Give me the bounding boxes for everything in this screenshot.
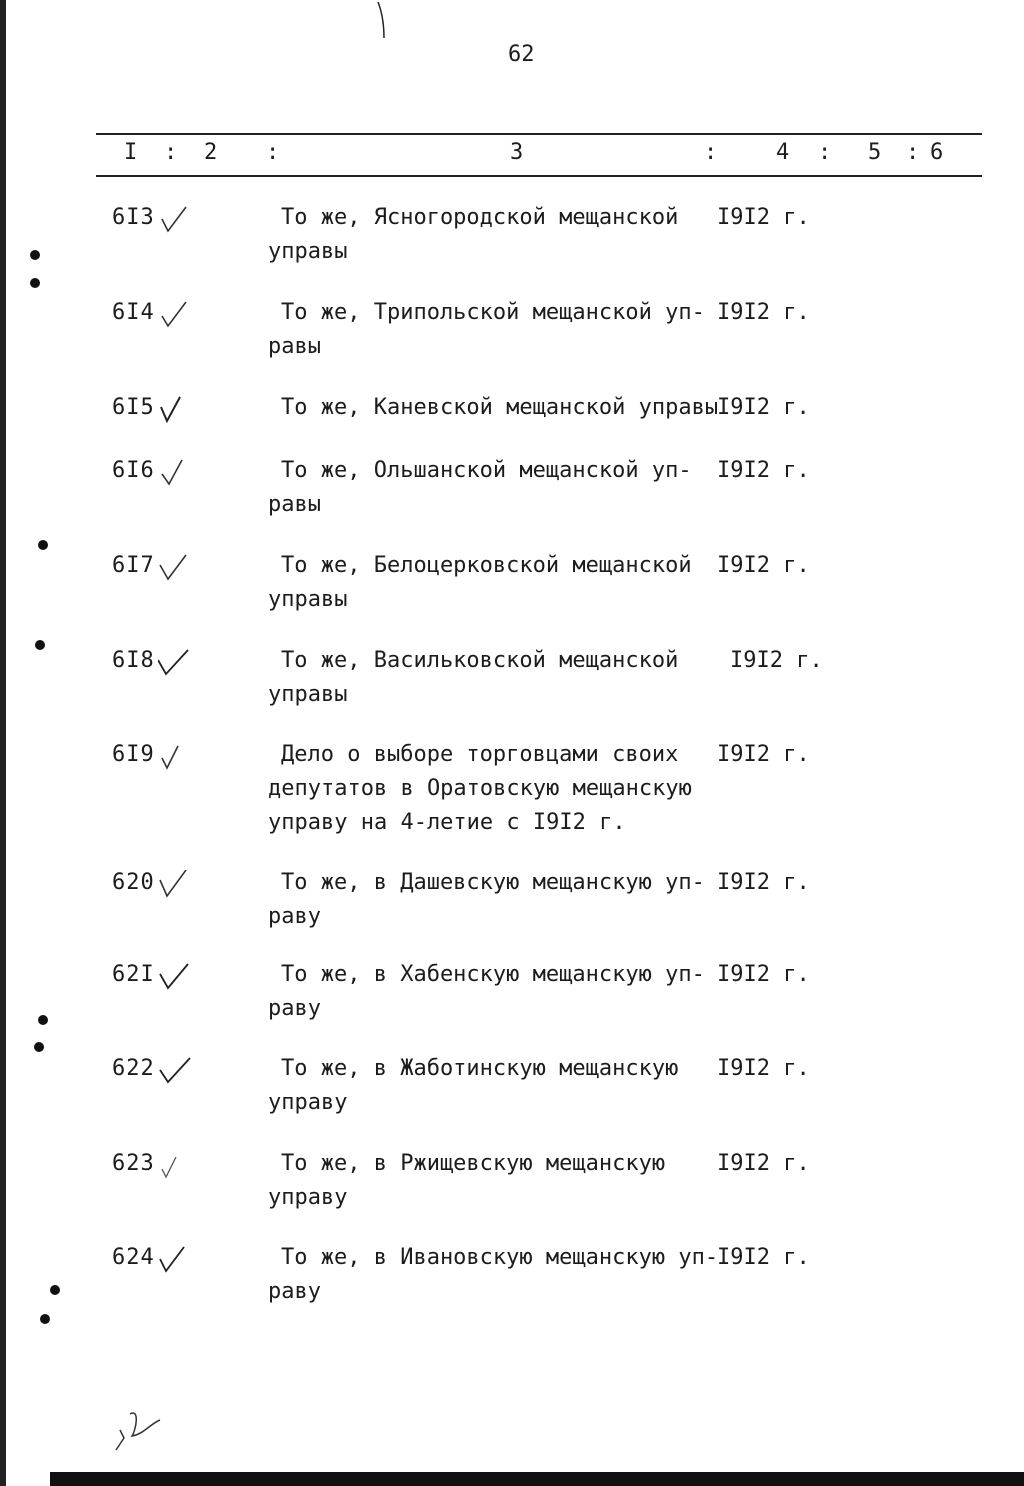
check-mark-icon (158, 742, 192, 772)
item-title-continued: депутатов в Оратовскую мещанскую (268, 776, 692, 801)
item-year: I9I2 г. (717, 205, 810, 230)
item-title: То же, в Ржищевскую мещанскую (281, 1151, 666, 1176)
item-title-continued: раву (268, 1279, 321, 1304)
check-mark-icon (158, 300, 192, 330)
item-number: 6I8 (112, 648, 155, 673)
header-rule-top (96, 133, 982, 135)
item-title: То же, Трипольской мещанской уп- (281, 300, 705, 325)
item-number: 62I (112, 962, 155, 987)
item-title-continued: равы (268, 334, 321, 359)
item-year: I9I2 г. (717, 742, 810, 767)
item-number: 624 (112, 1245, 155, 1270)
item-year: I9I2 г. (717, 962, 810, 987)
handwritten-mark (110, 1400, 170, 1460)
scan-edge (50, 1472, 1024, 1486)
item-number: 6I3 (112, 205, 155, 230)
check-mark-icon (158, 1245, 192, 1275)
check-mark-icon (158, 1056, 192, 1086)
page-number: 62 (508, 42, 535, 67)
item-title: То же, в Дашевскую мещанскую уп- (281, 870, 705, 895)
column-header-4: 4 (776, 140, 790, 165)
pen-stroke (370, 0, 390, 40)
item-number: 620 (112, 870, 155, 895)
binding-hole (35, 640, 45, 650)
item-title: То же, Васильковской мещанской (281, 648, 679, 673)
item-title: То же, в Жаботинскую мещанскую (281, 1056, 679, 1081)
column-header-5: 5 (868, 140, 882, 165)
item-title: То же, в Хабенскую мещанскую уп- (281, 962, 705, 987)
item-year: I9I2 г. (717, 458, 810, 483)
check-mark-icon (158, 395, 192, 425)
item-title: То же, Белоцерковской мещанской (281, 553, 692, 578)
item-year: I9I2 г. (717, 870, 810, 895)
check-mark-icon (158, 205, 192, 235)
item-title: То же, Ольшанской мещанской уп- (281, 458, 692, 483)
item-title: То же, Ясногородской мещанской (281, 205, 679, 230)
check-mark-icon (158, 1151, 192, 1181)
column-header-1: I (124, 140, 138, 165)
binding-hole (38, 540, 48, 550)
item-title-continued: управу (268, 1090, 348, 1115)
column-separator: : (704, 140, 718, 165)
header-rule-bottom (96, 175, 982, 177)
check-mark-icon (158, 648, 192, 678)
item-number: 6I5 (112, 395, 155, 420)
binding-hole (30, 250, 40, 260)
item-title: То же, Каневской мещанской управы (281, 395, 719, 420)
item-year: I9I2 г. (717, 395, 810, 420)
item-title-continued: раву (268, 996, 321, 1021)
item-title-continued: управы (268, 682, 348, 707)
item-year: I9I2 г. (717, 1056, 810, 1081)
column-header-3: 3 (510, 140, 524, 165)
binding-hole (34, 1042, 44, 1052)
column-header-2: 2 (204, 140, 218, 165)
binding-hole (30, 278, 40, 288)
column-separator: : (164, 140, 178, 165)
item-number: 6I9 (112, 742, 155, 767)
item-number: 6I6 (112, 458, 155, 483)
item-year: I9I2 г. (717, 553, 810, 578)
column-separator: : (906, 140, 920, 165)
item-title-continued: управы (268, 239, 348, 264)
check-mark-icon (158, 458, 192, 488)
item-year: I9I2 г. (717, 300, 810, 325)
check-mark-icon (158, 962, 192, 992)
page-edge (0, 0, 6, 1486)
item-title: То же, в Ивановскую мещанскую уп- (281, 1245, 719, 1270)
item-year: I9I2 г. (730, 648, 823, 673)
item-title-continued: управу (268, 1185, 348, 1210)
item-number: 6I4 (112, 300, 155, 325)
check-mark-icon (158, 553, 192, 583)
item-title-continued: управы (268, 587, 348, 612)
binding-hole (50, 1285, 60, 1295)
check-mark-icon (158, 870, 192, 900)
binding-hole (38, 1015, 48, 1025)
item-number: 623 (112, 1151, 155, 1176)
column-separator: : (818, 140, 832, 165)
item-title-continued: управу на 4-летие с I9I2 г. (268, 810, 626, 835)
item-year: I9I2 г. (717, 1151, 810, 1176)
binding-hole (40, 1314, 50, 1324)
column-header-6: 6 (930, 140, 944, 165)
item-number: 622 (112, 1056, 155, 1081)
item-title-continued: равы (268, 492, 321, 517)
item-title: Дело о выборе торговцами своих (281, 742, 679, 767)
item-year: I9I2 г. (717, 1245, 810, 1270)
column-separator: : (266, 140, 280, 165)
item-number: 6I7 (112, 553, 155, 578)
item-title-continued: раву (268, 904, 321, 929)
